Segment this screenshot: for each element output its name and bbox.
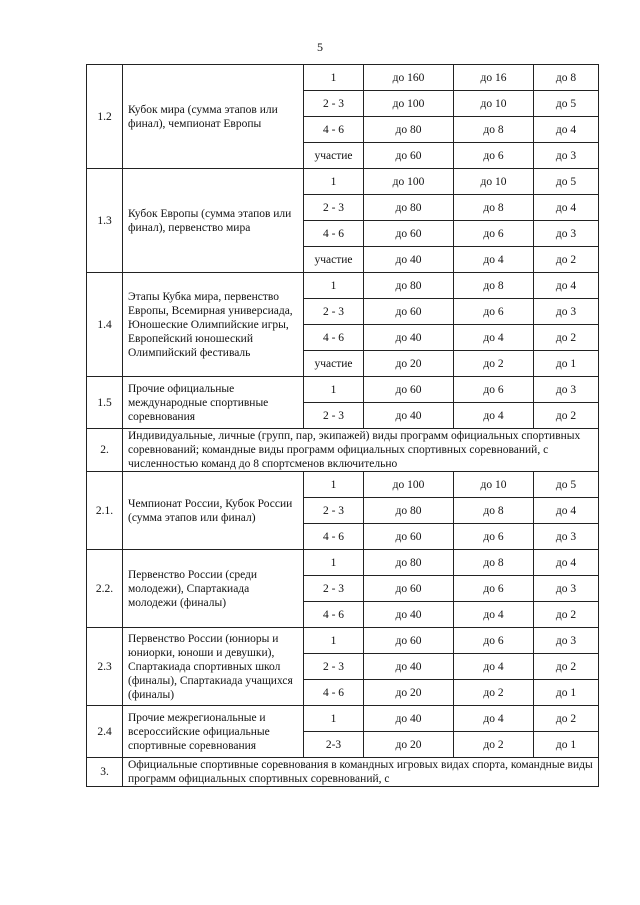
place-cell: участие bbox=[304, 351, 364, 377]
competition-name: Прочие межрегиональные и всероссийские официальные спортивные соревнования bbox=[123, 706, 304, 758]
value-cell-b: до 8 bbox=[454, 273, 534, 299]
section-number: 2. bbox=[87, 429, 123, 472]
place-cell: участие bbox=[304, 143, 364, 169]
value-cell-a: до 160 bbox=[364, 65, 454, 91]
place-cell: 1 bbox=[304, 169, 364, 195]
value-cell-a: до 20 bbox=[364, 680, 454, 706]
value-cell-c: до 5 bbox=[534, 169, 599, 195]
table-row bbox=[87, 472, 599, 498]
value-cell-c: до 5 bbox=[534, 472, 599, 498]
value-cell-c: до 1 bbox=[534, 351, 599, 377]
section-title: Официальные спортивные соревнования в командных игровых видах спорта, командные виды программ официальных спортивных соревнований, с bbox=[123, 758, 599, 787]
competition-name: Чемпионат России, Кубок России (сумма этапов или финал) bbox=[123, 472, 304, 550]
value-cell-c: до 3 bbox=[534, 576, 599, 602]
value-cell-b: до 4 bbox=[454, 706, 534, 732]
value-cell-c: до 8 bbox=[534, 65, 599, 91]
place-cell: 4 - 6 bbox=[304, 117, 364, 143]
value-cell-c: до 3 bbox=[534, 143, 599, 169]
item-number: 2.1. bbox=[87, 472, 123, 550]
section-number: 3. bbox=[87, 758, 123, 787]
item-number: 1.5 bbox=[87, 377, 123, 429]
competition-name: Кубок Европы (сумма этапов или финал), первенство мира bbox=[123, 169, 304, 273]
item-number: 2.3 bbox=[87, 628, 123, 706]
place-cell: 1 bbox=[304, 65, 364, 91]
value-cell-b: до 6 bbox=[454, 299, 534, 325]
table-row bbox=[87, 550, 599, 576]
value-cell-b: до 2 bbox=[454, 732, 534, 758]
value-cell-c: до 1 bbox=[534, 732, 599, 758]
value-cell-a: до 100 bbox=[364, 169, 454, 195]
place-cell: 4 - 6 bbox=[304, 602, 364, 628]
competition-name: Этапы Кубка мира, первенство Европы, Всемирная универсиада, Юношеские Олимпийские игры, Европейский юношеский Олимпийский фестиваль bbox=[123, 273, 304, 377]
value-cell-a: до 60 bbox=[364, 628, 454, 654]
value-cell-b: до 4 bbox=[454, 602, 534, 628]
table-row bbox=[87, 65, 599, 91]
item-number: 2.2. bbox=[87, 550, 123, 628]
value-cell-b: до 8 bbox=[454, 550, 534, 576]
table-row bbox=[87, 628, 599, 654]
value-cell-c: до 4 bbox=[534, 550, 599, 576]
value-cell-b: до 6 bbox=[454, 576, 534, 602]
value-cell-c: до 2 bbox=[534, 325, 599, 351]
value-cell-c: до 2 bbox=[534, 706, 599, 732]
value-cell-c: до 1 bbox=[534, 680, 599, 706]
competition-name: Кубок мира (сумма этапов или финал), чемпионат Европы bbox=[123, 65, 304, 169]
value-cell-a: до 40 bbox=[364, 706, 454, 732]
value-cell-a: до 60 bbox=[364, 524, 454, 550]
value-cell-a: до 40 bbox=[364, 247, 454, 273]
value-cell-a: до 60 bbox=[364, 299, 454, 325]
table-row bbox=[87, 273, 599, 299]
competition-name: Первенство России (юниоры и юниорки, юноши и девушки), Спартакиада спортивных школ (финалы), Спартакиада учащихся (финалы) bbox=[123, 628, 304, 706]
place-cell: 2 - 3 bbox=[304, 654, 364, 680]
place-cell: 2 - 3 bbox=[304, 576, 364, 602]
value-cell-b: до 4 bbox=[454, 654, 534, 680]
value-cell-a: до 100 bbox=[364, 472, 454, 498]
section-row bbox=[87, 758, 599, 787]
value-cell-b: до 4 bbox=[454, 325, 534, 351]
value-cell-c: до 2 bbox=[534, 247, 599, 273]
value-cell-a: до 80 bbox=[364, 117, 454, 143]
value-cell-b: до 2 bbox=[454, 351, 534, 377]
place-cell: 4 - 6 bbox=[304, 524, 364, 550]
value-cell-c: до 3 bbox=[534, 524, 599, 550]
place-cell: 2 - 3 bbox=[304, 498, 364, 524]
value-cell-b: до 6 bbox=[454, 524, 534, 550]
place-cell: 2 - 3 bbox=[304, 299, 364, 325]
place-cell: 2 - 3 bbox=[304, 195, 364, 221]
value-cell-a: до 80 bbox=[364, 273, 454, 299]
value-cell-c: до 5 bbox=[534, 91, 599, 117]
value-cell-a: до 80 bbox=[364, 498, 454, 524]
value-cell-a: до 40 bbox=[364, 602, 454, 628]
value-cell-b: до 6 bbox=[454, 628, 534, 654]
value-cell-b: до 10 bbox=[454, 91, 534, 117]
results-table bbox=[86, 64, 599, 787]
place-cell: 2 - 3 bbox=[304, 403, 364, 429]
value-cell-a: до 60 bbox=[364, 143, 454, 169]
value-cell-b: до 4 bbox=[454, 403, 534, 429]
value-cell-b: до 8 bbox=[454, 498, 534, 524]
value-cell-b: до 4 bbox=[454, 247, 534, 273]
place-cell: 2-3 bbox=[304, 732, 364, 758]
place-cell: 4 - 6 bbox=[304, 221, 364, 247]
item-number: 1.2 bbox=[87, 65, 123, 169]
place-cell: 4 - 6 bbox=[304, 680, 364, 706]
value-cell-c: до 3 bbox=[534, 221, 599, 247]
table-row bbox=[87, 169, 599, 195]
value-cell-c: до 2 bbox=[534, 403, 599, 429]
place-cell: участие bbox=[304, 247, 364, 273]
place-cell: 1 bbox=[304, 377, 364, 403]
place-cell: 2 - 3 bbox=[304, 91, 364, 117]
section-title: Индивидуальные, личные (групп, пар, экипажей) виды программ официальных спортивных соревнований; командные виды программ официальных спортивных соревнований, с численностью команд до 8 спортсменов включительно bbox=[123, 429, 599, 472]
table-row bbox=[87, 706, 599, 732]
competition-name: Прочие официальные международные спортивные соревнования bbox=[123, 377, 304, 429]
table-row bbox=[87, 377, 599, 403]
value-cell-a: до 80 bbox=[364, 195, 454, 221]
value-cell-b: до 16 bbox=[454, 65, 534, 91]
value-cell-a: до 20 bbox=[364, 351, 454, 377]
value-cell-a: до 40 bbox=[364, 654, 454, 680]
competition-name: Первенство России (среди молодежи), Спартакиада молодежи (финалы) bbox=[123, 550, 304, 628]
value-cell-a: до 40 bbox=[364, 403, 454, 429]
item-number: 1.4 bbox=[87, 273, 123, 377]
value-cell-b: до 6 bbox=[454, 221, 534, 247]
value-cell-c: до 4 bbox=[534, 117, 599, 143]
value-cell-b: до 8 bbox=[454, 195, 534, 221]
value-cell-b: до 2 bbox=[454, 680, 534, 706]
value-cell-b: до 10 bbox=[454, 472, 534, 498]
value-cell-a: до 60 bbox=[364, 221, 454, 247]
value-cell-b: до 10 bbox=[454, 169, 534, 195]
place-cell: 4 - 6 bbox=[304, 325, 364, 351]
value-cell-c: до 4 bbox=[534, 195, 599, 221]
place-cell: 1 bbox=[304, 472, 364, 498]
value-cell-a: до 20 bbox=[364, 732, 454, 758]
value-cell-a: до 60 bbox=[364, 576, 454, 602]
item-number: 1.3 bbox=[87, 169, 123, 273]
value-cell-b: до 6 bbox=[454, 143, 534, 169]
value-cell-a: до 40 bbox=[364, 325, 454, 351]
value-cell-a: до 80 bbox=[364, 550, 454, 576]
value-cell-c: до 3 bbox=[534, 377, 599, 403]
value-cell-b: до 6 bbox=[454, 377, 534, 403]
section-row bbox=[87, 429, 599, 472]
place-cell: 1 bbox=[304, 628, 364, 654]
place-cell: 1 bbox=[304, 550, 364, 576]
item-number: 2.4 bbox=[87, 706, 123, 758]
value-cell-c: до 4 bbox=[534, 498, 599, 524]
value-cell-c: до 2 bbox=[534, 654, 599, 680]
place-cell: 1 bbox=[304, 706, 364, 732]
place-cell: 1 bbox=[304, 273, 364, 299]
value-cell-c: до 2 bbox=[534, 602, 599, 628]
value-cell-a: до 100 bbox=[364, 91, 454, 117]
value-cell-a: до 60 bbox=[364, 377, 454, 403]
value-cell-b: до 8 bbox=[454, 117, 534, 143]
value-cell-c: до 4 bbox=[534, 273, 599, 299]
page-number: 5 bbox=[317, 40, 323, 54]
value-cell-c: до 3 bbox=[534, 628, 599, 654]
value-cell-c: до 3 bbox=[534, 299, 599, 325]
